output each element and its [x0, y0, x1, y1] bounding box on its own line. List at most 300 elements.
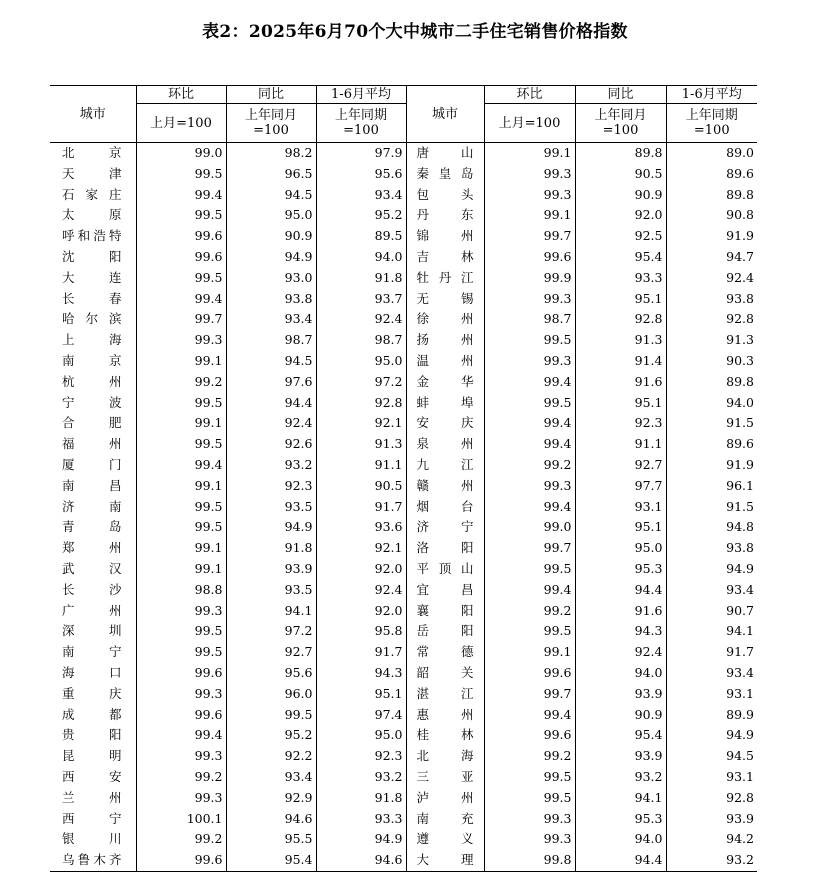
yoy-base-right: 上年同月=100	[575, 104, 666, 143]
left-avg-cell: 95.8	[316, 621, 406, 642]
left-avg-cell: 91.8	[316, 268, 406, 289]
left-mom-cell: 99.5	[136, 268, 226, 289]
right-avg-cell: 89.6	[666, 434, 757, 455]
right-yoy-cell: 95.1	[575, 393, 666, 414]
city-column-header-right: 城市	[406, 86, 484, 143]
left-yoy-cell: 93.5	[226, 580, 316, 601]
right-city-cell: 牡丹江	[416, 269, 474, 285]
right-city-cell: 三亚	[416, 768, 474, 784]
left-mom-cell: 99.3	[136, 684, 226, 705]
left-avg-cell: 93.6	[316, 517, 406, 538]
table-row	[50, 309, 757, 330]
left-avg-cell: 91.7	[316, 497, 406, 518]
right-mom-cell: 99.3	[484, 829, 575, 850]
left-avg-cell: 92.3	[316, 746, 406, 767]
left-city-cell: 昆明	[62, 748, 122, 764]
table-row	[50, 663, 757, 684]
left-yoy-cell: 90.9	[226, 226, 316, 247]
left-yoy-cell: 94.5	[226, 351, 316, 372]
left-mom-cell: 99.2	[136, 372, 226, 393]
left-yoy-cell: 98.7	[226, 330, 316, 351]
left-mom-cell: 99.4	[136, 725, 226, 746]
left-yoy-cell: 93.9	[226, 559, 316, 580]
table-row	[50, 434, 757, 455]
right-mom-cell: 99.3	[484, 809, 575, 830]
right-avg-cell: 96.1	[666, 476, 757, 497]
left-yoy-cell: 92.7	[226, 642, 316, 663]
city-column-header-left: 城市	[50, 86, 136, 143]
left-city-cell: 海口	[62, 664, 122, 680]
right-mom-cell: 99.4	[484, 372, 575, 393]
right-yoy-cell: 92.0	[575, 205, 666, 226]
table-body	[50, 143, 757, 872]
table-row	[50, 580, 757, 601]
right-avg-cell: 90.3	[666, 351, 757, 372]
left-yoy-cell: 92.3	[226, 476, 316, 497]
right-mom-cell: 99.4	[484, 705, 575, 726]
left-mom-cell: 99.6	[136, 226, 226, 247]
left-yoy-cell: 95.0	[226, 205, 316, 226]
right-mom-cell: 99.5	[484, 393, 575, 414]
left-avg-cell: 94.9	[316, 829, 406, 850]
left-avg-cell: 97.9	[316, 143, 406, 164]
right-yoy-cell: 95.0	[575, 538, 666, 559]
left-yoy-cell: 95.4	[226, 850, 316, 871]
left-city-cell: 厦门	[62, 456, 122, 472]
right-avg-cell: 93.4	[666, 663, 757, 684]
left-city-cell: 郑州	[62, 540, 122, 556]
left-yoy-cell: 92.6	[226, 434, 316, 455]
left-mom-cell: 98.8	[136, 580, 226, 601]
left-avg-cell: 93.4	[316, 185, 406, 206]
right-mom-cell: 99.1	[484, 642, 575, 663]
right-mom-cell: 99.8	[484, 850, 575, 871]
right-mom-cell: 99.4	[484, 413, 575, 434]
left-yoy-cell: 96.0	[226, 684, 316, 705]
right-yoy-cell: 91.3	[575, 330, 666, 351]
left-avg-cell: 91.7	[316, 642, 406, 663]
table-row	[50, 829, 757, 850]
right-city-cell: 惠州	[416, 706, 474, 722]
right-mom-cell: 99.7	[484, 226, 575, 247]
left-city-cell: 银川	[62, 831, 122, 847]
right-city-cell: 大理	[416, 852, 474, 868]
left-avg-cell: 93.2	[316, 767, 406, 788]
right-yoy-cell: 90.5	[575, 164, 666, 185]
table-row	[50, 705, 757, 726]
avg-header-left: 1-6月平均	[316, 86, 406, 104]
table-row	[50, 850, 757, 871]
right-avg-cell: 91.5	[666, 497, 757, 518]
mom-base-left: 上月=100	[136, 104, 226, 143]
right-yoy-cell: 97.7	[575, 476, 666, 497]
left-avg-cell: 91.1	[316, 455, 406, 476]
left-avg-cell: 91.8	[316, 788, 406, 809]
table-row	[50, 226, 757, 247]
right-mom-cell: 99.6	[484, 663, 575, 684]
left-city-cell: 哈尔滨	[62, 311, 122, 327]
left-avg-cell: 93.3	[316, 809, 406, 830]
mom-header-left: 环比	[136, 86, 226, 104]
table-row	[50, 559, 757, 580]
right-yoy-cell: 91.6	[575, 372, 666, 393]
right-yoy-cell: 95.1	[575, 289, 666, 310]
right-yoy-cell: 95.3	[575, 559, 666, 580]
left-avg-cell: 94.0	[316, 247, 406, 268]
left-avg-cell: 95.0	[316, 725, 406, 746]
right-avg-cell: 93.1	[666, 684, 757, 705]
right-yoy-cell: 91.6	[575, 601, 666, 622]
right-city-cell: 湛江	[416, 685, 474, 701]
left-city-cell: 广州	[62, 602, 122, 618]
right-mom-cell: 99.2	[484, 601, 575, 622]
table-row	[50, 642, 757, 663]
right-yoy-cell: 91.1	[575, 434, 666, 455]
right-city-cell: 安庆	[416, 415, 474, 431]
left-city-cell: 南宁	[62, 644, 122, 660]
mom-header-right: 环比	[484, 86, 575, 104]
left-city-cell: 呼和浩特	[62, 228, 122, 244]
left-mom-cell: 99.5	[136, 434, 226, 455]
left-mom-cell: 99.6	[136, 247, 226, 268]
left-yoy-cell: 93.8	[226, 289, 316, 310]
right-city-cell: 南充	[416, 810, 474, 826]
right-city-cell: 济宁	[416, 519, 474, 535]
left-city-cell: 天津	[62, 165, 122, 181]
left-yoy-cell: 95.5	[226, 829, 316, 850]
right-city-cell: 秦皇岛	[416, 165, 474, 181]
right-yoy-cell: 93.3	[575, 268, 666, 289]
left-avg-cell: 95.2	[316, 205, 406, 226]
left-mom-cell: 99.6	[136, 850, 226, 871]
right-mom-cell: 99.1	[484, 143, 575, 164]
left-city-cell: 北京	[50, 143, 136, 164]
left-yoy-cell: 97.6	[226, 372, 316, 393]
right-city-cell: 遵义	[416, 831, 474, 847]
left-avg-cell: 89.5	[316, 226, 406, 247]
left-mom-cell: 100.1	[136, 809, 226, 830]
right-yoy-cell: 89.8	[575, 143, 666, 164]
right-city-cell: 桂林	[416, 727, 474, 743]
right-city-cell: 常德	[416, 644, 474, 660]
left-avg-cell: 92.4	[316, 309, 406, 330]
left-avg-cell: 95.0	[316, 351, 406, 372]
left-mom-cell: 99.5	[136, 393, 226, 414]
left-mom-cell: 99.3	[136, 330, 226, 351]
right-city-cell: 温州	[416, 352, 474, 368]
right-yoy-cell: 94.3	[575, 621, 666, 642]
left-avg-cell: 98.7	[316, 330, 406, 351]
right-mom-cell: 99.4	[484, 434, 575, 455]
left-mom-cell: 99.1	[136, 351, 226, 372]
right-avg-cell: 93.9	[666, 809, 757, 830]
left-mom-cell: 99.6	[136, 663, 226, 684]
yoy-header-left: 同比	[226, 86, 316, 104]
left-mom-cell: 99.3	[136, 788, 226, 809]
right-mom-cell: 99.3	[484, 289, 575, 310]
right-mom-cell: 99.7	[484, 684, 575, 705]
right-avg-cell: 93.2	[666, 850, 757, 871]
right-avg-cell: 92.4	[666, 268, 757, 289]
table-row	[50, 725, 757, 746]
left-city-cell: 沈阳	[62, 248, 122, 264]
right-avg-cell: 94.9	[666, 725, 757, 746]
table-row	[50, 247, 757, 268]
left-mom-cell: 99.3	[136, 746, 226, 767]
left-city-cell: 福州	[62, 436, 122, 452]
left-yoy-cell: 99.5	[226, 705, 316, 726]
right-mom-cell: 99.0	[484, 517, 575, 538]
right-city-cell: 泸州	[416, 789, 474, 805]
left-yoy-cell: 93.4	[226, 767, 316, 788]
table-row	[50, 393, 757, 414]
right-city-cell: 扬州	[416, 332, 474, 348]
right-yoy-cell: 93.9	[575, 684, 666, 705]
right-city-cell: 金华	[416, 373, 474, 389]
right-avg-cell: 94.1	[666, 621, 757, 642]
left-city-cell: 西安	[62, 768, 122, 784]
left-mom-cell: 99.4	[136, 185, 226, 206]
left-mom-cell: 99.5	[136, 517, 226, 538]
left-yoy-cell: 94.4	[226, 393, 316, 414]
right-city-cell: 赣州	[416, 477, 474, 493]
table-row	[50, 476, 757, 497]
left-city-cell: 乌鲁木齐	[62, 852, 122, 868]
left-mom-cell: 99.3	[136, 601, 226, 622]
left-city-cell: 太原	[62, 207, 122, 223]
left-yoy-cell: 94.9	[226, 247, 316, 268]
table-title: 表2：2025年6月70个大中城市二手住宅销售价格指数	[202, 22, 628, 42]
left-avg-cell: 97.4	[316, 705, 406, 726]
table-row	[50, 205, 757, 226]
left-yoy-cell: 93.0	[226, 268, 316, 289]
right-avg-cell: 92.8	[666, 309, 757, 330]
right-yoy-cell: 94.4	[575, 580, 666, 601]
left-mom-cell: 99.5	[136, 621, 226, 642]
right-avg-cell: 92.8	[666, 788, 757, 809]
left-yoy-cell: 91.8	[226, 538, 316, 559]
left-city-cell: 合肥	[62, 415, 122, 431]
right-city-cell: 丹东	[416, 207, 474, 223]
left-yoy-cell: 95.2	[226, 725, 316, 746]
left-city-cell: 长春	[62, 290, 122, 306]
right-avg-cell: 91.5	[666, 413, 757, 434]
table-row	[50, 185, 757, 206]
left-avg-cell: 94.6	[316, 850, 406, 871]
right-city-cell: 韶关	[416, 664, 474, 680]
right-mom-cell: 99.9	[484, 268, 575, 289]
table-row	[50, 268, 757, 289]
left-city-cell: 杭州	[62, 373, 122, 389]
right-yoy-cell: 95.4	[575, 725, 666, 746]
left-mom-cell: 99.1	[136, 413, 226, 434]
left-city-cell: 西宁	[62, 810, 122, 826]
left-city-cell: 重庆	[62, 685, 122, 701]
left-yoy-cell: 92.9	[226, 788, 316, 809]
right-yoy-cell: 94.0	[575, 663, 666, 684]
right-yoy-cell: 91.4	[575, 351, 666, 372]
right-city-cell: 襄阳	[416, 602, 474, 618]
right-avg-cell: 89.9	[666, 705, 757, 726]
right-mom-cell: 99.7	[484, 538, 575, 559]
left-city-cell: 济南	[62, 498, 122, 514]
right-avg-cell: 89.8	[666, 185, 757, 206]
left-mom-cell: 99.5	[136, 205, 226, 226]
right-mom-cell: 99.2	[484, 455, 575, 476]
right-mom-cell: 99.5	[484, 330, 575, 351]
right-yoy-cell: 92.5	[575, 226, 666, 247]
right-avg-cell: 90.8	[666, 205, 757, 226]
right-yoy-cell: 95.1	[575, 517, 666, 538]
right-avg-cell: 89.8	[666, 372, 757, 393]
avg-base-right: 上年同期=100	[685, 108, 738, 138]
table-row	[50, 351, 757, 372]
right-yoy-cell: 95.3	[575, 809, 666, 830]
table-row	[50, 788, 757, 809]
left-mom-cell: 99.2	[136, 829, 226, 850]
left-city-cell: 上海	[62, 332, 122, 348]
left-city-cell: 长沙	[62, 581, 122, 597]
right-mom-cell: 99.3	[484, 185, 575, 206]
left-avg-cell: 92.0	[316, 601, 406, 622]
right-city-cell: 岳阳	[416, 623, 474, 639]
right-yoy-cell: 94.1	[575, 788, 666, 809]
left-avg-cell: 97.2	[316, 372, 406, 393]
left-mom-cell: 99.1	[136, 559, 226, 580]
left-yoy-cell: 94.9	[226, 517, 316, 538]
right-avg-cell: 94.2	[666, 829, 757, 850]
left-mom-cell: 99.6	[136, 705, 226, 726]
right-mom-cell: 99.5	[484, 788, 575, 809]
table-row	[50, 746, 757, 767]
table-row	[50, 330, 757, 351]
table-row	[50, 413, 757, 434]
table-row	[50, 372, 757, 393]
right-avg-cell: 90.7	[666, 601, 757, 622]
right-avg-cell: 91.7	[666, 642, 757, 663]
right-avg-cell: 91.9	[666, 455, 757, 476]
right-yoy-cell: 90.9	[575, 705, 666, 726]
right-mom-cell: 99.3	[484, 476, 575, 497]
left-city-cell: 石家庄	[62, 186, 122, 202]
left-avg-cell: 95.6	[316, 164, 406, 185]
table-header	[50, 86, 757, 143]
left-mom-cell: 99.5	[136, 164, 226, 185]
left-avg-cell: 93.7	[316, 289, 406, 310]
table-row	[50, 497, 757, 518]
left-city-cell: 兰州	[62, 789, 122, 805]
right-avg-cell: 94.5	[666, 746, 757, 767]
right-city-cell: 平顶山	[416, 560, 474, 576]
left-avg-cell: 91.3	[316, 434, 406, 455]
right-yoy-cell: 94.4	[575, 850, 666, 871]
table-row	[50, 289, 757, 310]
left-yoy-cell: 93.5	[226, 497, 316, 518]
left-yoy-cell: 94.5	[226, 185, 316, 206]
price-index-table	[50, 85, 757, 872]
right-yoy-cell: 94.0	[575, 829, 666, 850]
table-row	[50, 164, 757, 185]
right-avg-cell: 93.8	[666, 538, 757, 559]
yoy-base-left: 上年同月=100	[226, 104, 316, 143]
left-avg-cell: 92.4	[316, 580, 406, 601]
left-yoy-cell: 98.2	[226, 143, 316, 164]
right-city-cell: 无锡	[416, 290, 474, 306]
left-city-cell: 青岛	[62, 519, 122, 535]
right-mom-cell: 99.5	[484, 621, 575, 642]
table-row	[50, 538, 757, 559]
right-avg-cell: 89.0	[666, 143, 757, 164]
mom-base-right: 上月=100	[484, 104, 575, 143]
left-avg-cell: 92.8	[316, 393, 406, 414]
left-yoy-cell: 95.6	[226, 663, 316, 684]
right-yoy-cell: 93.1	[575, 497, 666, 518]
left-mom-cell: 99.5	[136, 642, 226, 663]
right-yoy-cell: 90.9	[575, 185, 666, 206]
right-yoy-cell: 92.7	[575, 455, 666, 476]
right-mom-cell: 99.5	[484, 559, 575, 580]
left-city-cell: 宁波	[62, 394, 122, 410]
right-mom-cell: 99.1	[484, 205, 575, 226]
left-yoy-cell: 93.2	[226, 455, 316, 476]
right-city-cell: 泉州	[416, 436, 474, 452]
right-avg-cell: 93.4	[666, 580, 757, 601]
left-mom-cell: 99.0	[136, 143, 226, 164]
left-avg-cell: 94.3	[316, 663, 406, 684]
left-avg-cell: 95.1	[316, 684, 406, 705]
right-avg-cell: 94.9	[666, 559, 757, 580]
left-city-cell: 成都	[62, 706, 122, 722]
right-avg-cell: 93.1	[666, 767, 757, 788]
right-mom-cell: 99.3	[484, 164, 575, 185]
right-avg-cell: 94.7	[666, 247, 757, 268]
right-city-cell: 锦州	[416, 228, 474, 244]
right-yoy-cell: 93.9	[575, 746, 666, 767]
right-avg-cell: 94.0	[666, 393, 757, 414]
left-city-cell: 大连	[62, 269, 122, 285]
left-mom-cell: 99.1	[136, 476, 226, 497]
right-city-cell: 吉林	[416, 248, 474, 264]
right-city-cell: 宜昌	[416, 581, 474, 597]
right-mom-cell: 99.4	[484, 580, 575, 601]
left-yoy-cell: 96.5	[226, 164, 316, 185]
right-yoy-cell: 92.4	[575, 642, 666, 663]
right-mom-cell: 99.6	[484, 725, 575, 746]
left-avg-cell: 92.1	[316, 413, 406, 434]
left-avg-cell: 92.1	[316, 538, 406, 559]
right-mom-cell: 99.6	[484, 247, 575, 268]
table-row	[50, 767, 757, 788]
right-avg-cell: 94.8	[666, 517, 757, 538]
right-avg-cell: 93.8	[666, 289, 757, 310]
table-row	[50, 601, 757, 622]
right-city-cell: 烟台	[416, 498, 474, 514]
left-yoy-cell: 94.6	[226, 809, 316, 830]
avg-base-left: 上年同期=100	[316, 104, 406, 143]
yoy-header-right: 同比	[575, 86, 666, 104]
avg-header-right: 1-6月平均	[666, 86, 757, 104]
left-yoy-cell: 93.4	[226, 309, 316, 330]
left-city-cell: 南昌	[62, 477, 122, 493]
right-avg-cell: 91.9	[666, 226, 757, 247]
left-mom-cell: 99.2	[136, 767, 226, 788]
right-city-cell: 九江	[416, 456, 474, 472]
right-mom-cell: 99.5	[484, 767, 575, 788]
left-avg-cell: 90.5	[316, 476, 406, 497]
left-city-cell: 南京	[62, 352, 122, 368]
right-city-cell: 徐州	[416, 311, 474, 327]
right-yoy-cell: 93.2	[575, 767, 666, 788]
